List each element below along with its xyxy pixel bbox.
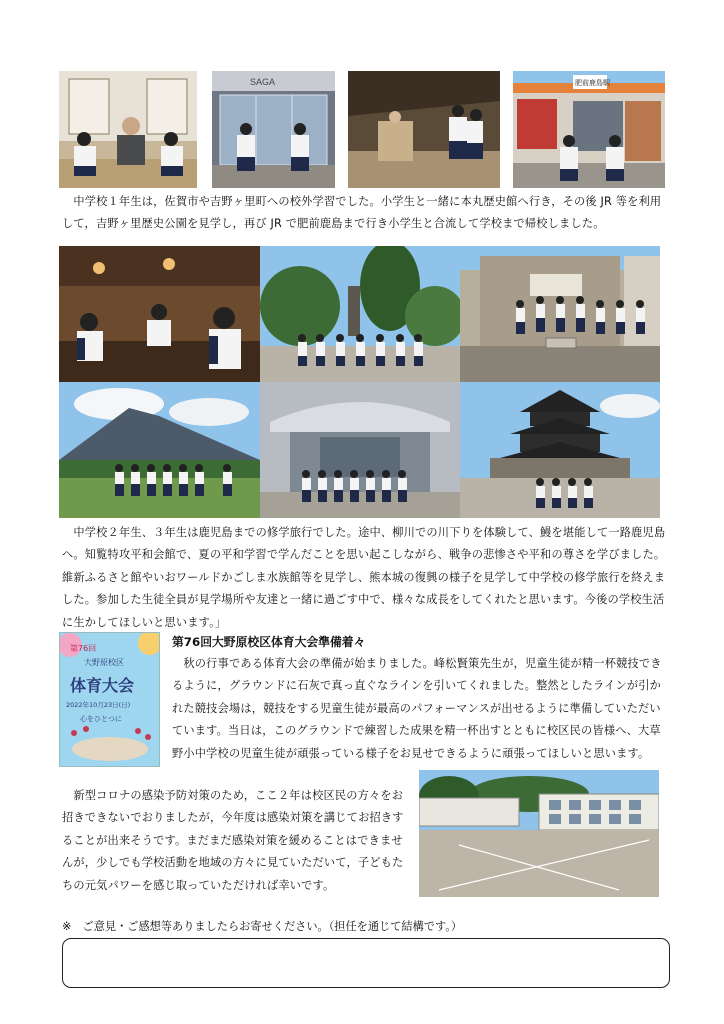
photo-ishin-furusato-kan: [460, 246, 660, 382]
section3-heading: 第76回大野原校区体育大会準備着々: [172, 635, 366, 649]
photo-yoshinogari-house: [348, 71, 500, 188]
photo-statue-park: [260, 246, 460, 382]
photo-school-ground: [419, 770, 659, 897]
photo-aquarium: [260, 382, 460, 518]
poster-sports-festival: [59, 632, 160, 767]
photo-kumamoto-castle: [460, 382, 660, 518]
station-sign: 肥前鹿島駅: [575, 79, 610, 87]
footer-note: ※ ご意見・ご感想等ありましたらお寄せください。（担任を通じて結構です。）: [62, 920, 463, 933]
photo-restaurant-meal: [59, 246, 260, 382]
photo-saga-station: [212, 71, 335, 188]
poster-sub: 心をひとつに: [80, 715, 122, 723]
section1-paragraph: 中学校１年生は，佐賀市や吉野ヶ里町への校外学習でした。小学生と一緒に本丸歴史館へ行き，その後 JR 等を利用して，吉野ヶ里歴史公園を見学し，再び JR で肥前鹿島まで行き小学生と合流して学校まで帰校しました。: [62, 195, 662, 231]
poster-title: 体育大会: [70, 676, 135, 695]
section2-paragraph: 中学校２年生、３年生は鹿児島までの修学旅行でした。途中、柳川での川下りを体験して、鰻を堪能して一路鹿児島へ。知覧特攻平和会館で、夏の平和学習で学んだことを思い起こしながら、戦争の悲惨さや平和の尊さを学びました。維新ふるさと館やいおワールドかごしま水族館等を見学し、熊本城の復興の様子を見学して中学校の修学旅行を終えました。参加した生徒全員が見学場所や友達と一緒に過ごす中で、様々な成長をしてくれたと思います。今後の学校生活に生かしてほしいと思います。」: [62, 526, 666, 629]
comment-box: [62, 938, 670, 988]
section3-paragraph2: 新型コロナの感染予防対策のため，ここ２年は校区民の方々をお招きできないでおりましたが，今年度は感染対策を講じてお招きすることが出来そうです。まだまだ感染対策を緩めることはできませんが，少しでも学校活動を地域の方々に見ていただいて，子どもたちの元気パワーを感じ取っていただければ幸いです。: [62, 789, 404, 892]
photo-hizen-kashima-station: [513, 71, 665, 188]
poster-line1: 第76回: [70, 644, 97, 653]
photo-sakurajima: [59, 382, 260, 518]
section3-paragraph1: 秋の行事である体育大会の準備が始まりました。峰松賢策先生が，児童生徒が精一杯競技できるように，グラウンドに石灰で真っ直ぐなラインを引いてくれました。整然としたラインが引かれた競技会場は，競技をする児童生徒が最高のパフォーマンスが出せるように準備していただいています。当日は，このグラウンドで練習した成果を精一杯出すとともに校区民の皆様へ、大草野小中学校の児童生徒が頑張っている様子をお見せできるように頑張ってほしいと思います。: [172, 657, 662, 760]
photo-honmaru-tatami: [59, 71, 197, 188]
poster-line2: 大野原校区: [84, 658, 124, 667]
poster-date: 2022年10月23日(日): [66, 701, 131, 709]
svg-text:SAGA: SAGA: [250, 77, 276, 87]
